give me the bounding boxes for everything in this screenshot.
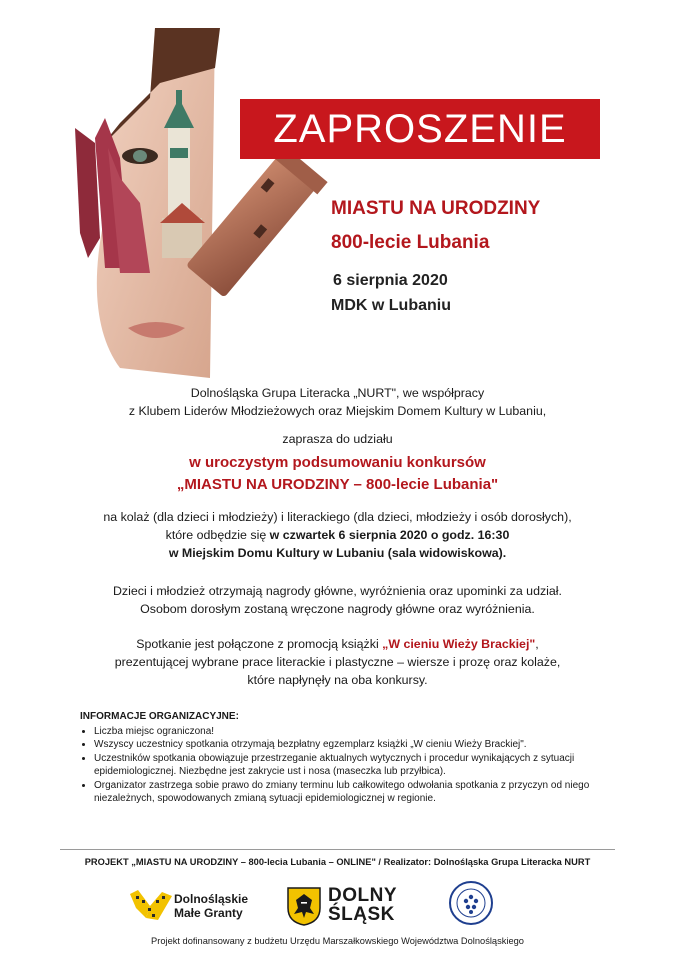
- project-credit: PROJEKT „MIASTU NA URODZINY – 800-lecia Lubania – ONLINE" / Realizator: Dolnośląska Grupa Literacka NURT: [84, 857, 591, 867]
- info-title: INFORMACJE ORGANIZACYJNE:: [80, 711, 239, 722]
- event-headline: w uroczystym podsumowaniu konkursów „MIASTU NA URODZINY – 800-lecie Lubania": [176, 454, 499, 493]
- dmg-logo-text: Dolnośląskie Małe Granty: [174, 892, 249, 920]
- book-promo-text: Spotkanie jest połączone z promocją książki „W cieniu Wieży Brackiej", prezentującej wybrane prace literackie i plastyczne – wiersze i prozę oraz kolaże, które napłynęły na oba konkursy.: [114, 637, 561, 687]
- prizes-text: Dzieci i młodzież otrzymają nagrody główne, wyróżnienia oraz upominki za udział. Osobom dorosłym zostaną wręczone nagrody główne oraz wyróżnienia.: [112, 584, 562, 616]
- intro-text: Dolnośląska Grupa Literacka „NURT", we współpracy z Klubem Liderów Młodzieżowych oraz Miejskim Domem Kultury w Lubaniu,: [128, 386, 547, 418]
- footer-divider: [60, 849, 615, 850]
- event-details: na kolaż (dla dzieci i młodzieży) i literackiego (dla dzieci, młodzieży i osób dorosłych), które odbędzie się w czwartek 6 sierpnia 2020 o godz. 16:30 w Miejskim Domu Kultury w Lubaniu (sala widowiskowa).: [103, 510, 572, 560]
- info-item: • Wszyscy uczestnicy spotkania otrzymają bezpłatny egzemplarz książki „W cieniu Wieży Brackiej".: [94, 738, 620, 752]
- info-list: [80, 725, 620, 806]
- seal-logo-icon: [448, 880, 494, 926]
- funding-note: Projekt dofinansowany z budżetu Urzędu Marszałkowskiego Województwa Dolnośląskiego: [151, 936, 524, 946]
- event-subtitle: 800-lecie Lubania: [331, 232, 490, 253]
- event-date: 6 sierpnia 2020: [333, 272, 448, 289]
- invite-text: zaprasza do udziału: [282, 432, 393, 446]
- collage-illustration: [60, 28, 330, 378]
- event-place: MDK w Lubaniu: [331, 297, 451, 314]
- info-item: • Organizator zastrzega sobie prawo do zmiany terminu lub całkowitego odwołania spotkania z przyczyn od niego niezależnych, spowodowanych zmianą sytuacji epidemiologicznej w regionie.: [94, 779, 620, 806]
- event-title: MIASTU NA URODZINY: [331, 198, 541, 219]
- dolny-slask-logo-text: DOLNY ŚLĄSK: [328, 885, 397, 925]
- info-item: • Liczba miejsc ograniczona!: [94, 725, 620, 739]
- invitation-banner: ZAPROSZENIE: [240, 99, 600, 159]
- book-title: „W cieniu Wieży Brackiej": [382, 637, 536, 651]
- info-item: • Uczestników spotkania obowiązuje przestrzeganie aktualnych wytycznych i procedur wynikających z sytuacji epidemiologicznej. Niezbędne jest zakrycie ust i nosa (maseczka lub przyłbica).: [94, 752, 620, 779]
- organizational-info: [80, 710, 620, 806]
